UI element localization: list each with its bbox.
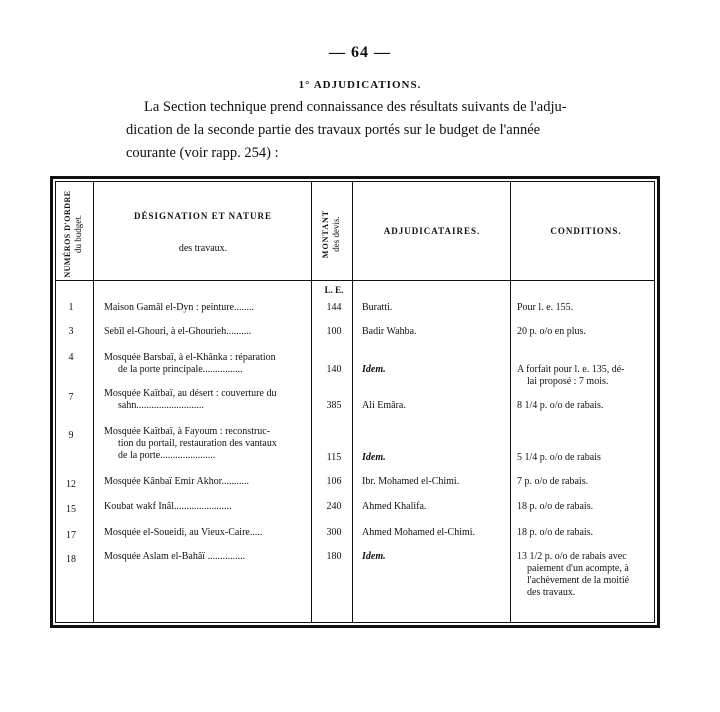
row-designation: Koubat wakf Inâl....................... [104,501,232,512]
row-adjudicataire: Ali Emâra. [362,400,406,411]
row-adjudicataire: Buratti. [362,302,393,313]
row-montant: 100 [326,326,342,337]
row-adjudicataire: Idem. [362,364,386,375]
row-designation: Mosquée el-Soueidi, au Vieux-Caire..... [104,527,263,538]
row-designation: Mosquée Barsbaï, à el-Khânka : réparation de la porte principale................ [104,352,276,375]
row-number: 1 [68,302,74,313]
row-designation: Sebîl el-Ghouri, à el-Ghourieh.......... [104,326,252,337]
row-number: 15 [66,504,76,515]
header-designation: DÉSIGNATION ET NATURE [133,211,273,221]
row-number: 18 [66,554,76,565]
column-divider [510,182,511,622]
row-montant: 300 [326,527,342,538]
column-divider [311,182,312,622]
page-number: — 64 — [329,44,391,61]
section-title: 1° ADJUDICATIONS. [298,79,422,91]
row-conditions: 20 p. o/o en plus. [517,326,586,337]
row-montant: 115 [326,452,342,463]
row-designation: Mosquée Aslam el-Bahâï ............... [104,551,246,562]
row-conditions: 8 1/4 p. o/o de rabais. [517,400,604,411]
intro-line: dication de la seconde partie des travaux portés sur le budget de l'année [126,122,541,138]
row-conditions: 18 p. o/o de rabais. [517,501,594,512]
row-montant: 144 [326,302,342,313]
row-adjudicataire: Ibr. Mohamed el-Chimi. [362,476,460,487]
adjudications-table [50,176,660,628]
row-montant: 106 [326,476,342,487]
intro-line: courante (voir rapp. 254) : [126,145,279,161]
currency-label: L. E. [324,285,344,295]
row-designation: Maison Gamâl el-Dyn : peinture........ [104,302,254,313]
row-number: 17 [66,530,76,541]
row-conditions: 5 1/4 p. o/o de rabais [517,452,601,463]
row-designation: Mosquée Kaïtbaï, au désert : couverture du sahn........................... [104,388,277,411]
row-adjudicataire: Ahmed Mohamed el-Chimi. [362,527,476,538]
row-number: 12 [66,479,76,490]
intro-line: La Section technique prend connaissance des résultats suivants de l'adju- [144,99,567,115]
intro-paragraph [126,96,578,165]
row-adjudicataire: Idem. [362,452,386,463]
row-montant: 240 [326,501,342,512]
row-adjudicataire: Idem. [362,551,386,562]
row-number: 7 [68,392,74,403]
row-number: 4 [68,352,74,363]
header-montant: MONTANT des devis. [321,209,341,259]
row-number: 9 [68,430,74,441]
header-adjudicataires: ADJUDICATAIRES. [383,226,481,236]
row-conditions: Pour l. e. 155. [517,302,574,313]
row-designation: Mosquée Kaïtbaï, à Fayoum : reconstruc- tion du portail, restauration des vantaux de la porte...................... [104,426,277,461]
header-conditions: CONDITIONS. [550,226,622,236]
row-adjudicataire: Badir Wahba. [362,326,417,337]
row-conditions: 13 1/2 p. o/o de rabais avec paiement d'un acompte, à l'achèvement de la moitié des travaux. [517,551,630,598]
row-adjudicataire: Ahmed Khalifa. [362,501,427,512]
header-numeros: NUMÉROS D'ORDRE du budget. [63,190,83,278]
row-designation: Mosquée Kânbaï Emir Akhor........... [104,476,249,487]
header-divider [56,280,654,281]
column-divider [93,182,94,622]
table-inner [55,181,655,623]
row-montant: 385 [326,400,342,411]
header-designation-sub: des travaux. [178,243,228,254]
row-conditions: 7 p. o/o de rabais. [517,476,589,487]
row-conditions: 18 p. o/o de rabais. [517,527,594,538]
row-montant: 180 [326,551,342,562]
row-montant: 140 [326,364,342,375]
row-conditions: A forfait pour l. e. 135, dé- lai proposé : 7 mois. [517,364,625,387]
row-number: 3 [68,326,74,337]
